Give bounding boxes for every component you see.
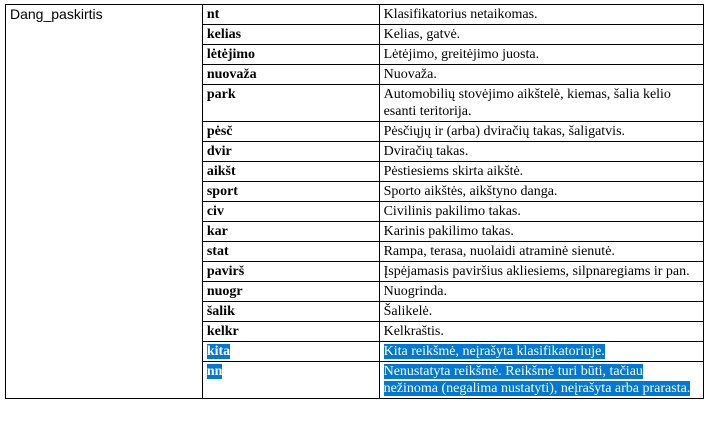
description-cell [379, 162, 703, 182]
description-value: Dviračių takas. [383, 144, 469, 159]
code-value: nt [206, 7, 220, 22]
code-cell [202, 302, 379, 322]
code-cell [202, 222, 379, 242]
description-value: Automobilių stovėjimo aikštelė, kiemas, šalia kelio esanti teritorija. [383, 87, 671, 119]
code-cell [202, 122, 379, 142]
description-cell [379, 122, 703, 142]
code-cell [202, 282, 379, 302]
description-cell [379, 142, 703, 162]
table-row [6, 5, 704, 25]
description-value: Nuovaža. [383, 67, 437, 82]
description-cell [379, 222, 703, 242]
description-cell [379, 202, 703, 222]
code-value: dvir [206, 144, 232, 159]
description-value: Karinis pakilimo takas. [383, 224, 514, 239]
code-value: pavirš [206, 264, 245, 279]
description-cell [379, 242, 703, 262]
description-cell [379, 5, 703, 25]
code-value: šalik [206, 304, 235, 319]
description-cell [379, 342, 703, 362]
code-cell [202, 202, 379, 222]
code-cell [202, 142, 379, 162]
description-value: Kelias, gatvė. [383, 27, 461, 42]
description-value: Pėstiesiems skirta aikštė. [383, 164, 524, 179]
description-cell [379, 262, 703, 282]
classifier-table-body [6, 5, 704, 399]
code-value: civ [206, 204, 224, 219]
code-value: kelias [206, 27, 242, 42]
code-cell [202, 162, 379, 182]
description-value: Lėtėjimo, greitėjimo juosta. [383, 47, 540, 62]
code-value: kita [206, 344, 231, 359]
code-value: pėsč [206, 124, 233, 139]
code-value: aikšt [206, 164, 236, 179]
code-value: sport [206, 184, 238, 199]
code-cell [202, 45, 379, 65]
code-cell [202, 342, 379, 362]
code-value: stat [206, 244, 229, 259]
field-name: Dang_paskirtis [10, 6, 103, 22]
description-cell [379, 65, 703, 85]
description-value: Įspėjamasis paviršius akliesiems, silpnaregiams ir pan. [383, 264, 690, 279]
description-value: Sporto aikštės, aikštyno danga. [383, 184, 558, 199]
code-value: lėtėjimo [206, 47, 256, 62]
code-value: park [206, 87, 236, 102]
description-value: Pėsčiųjų ir (arba) dviračių takas, šaligatvis. [383, 124, 626, 139]
code-cell [202, 242, 379, 262]
description-value: Klasifikatorius netaikomas. [383, 7, 538, 22]
code-cell [202, 85, 379, 122]
description-value: Nuogrinda. [383, 284, 447, 299]
code-cell [202, 5, 379, 25]
code-cell [202, 262, 379, 282]
description-cell [379, 25, 703, 45]
description-cell [379, 85, 703, 122]
field-name-cell [6, 5, 203, 399]
code-cell [202, 65, 379, 85]
description-value: Civilinis pakilimo takas. [383, 204, 521, 219]
description-cell [379, 45, 703, 65]
code-value: kar [206, 224, 228, 239]
description-cell [379, 322, 703, 342]
code-value: kelkr [206, 324, 239, 339]
description-cell [379, 362, 703, 399]
code-cell [202, 182, 379, 202]
code-cell [202, 25, 379, 45]
description-value: Šalikelė. [383, 304, 433, 319]
code-value: nn [206, 364, 223, 379]
description-cell [379, 282, 703, 302]
classifier-table [5, 4, 704, 399]
code-value: nuogr [206, 284, 243, 299]
description-value: Rampa, terasa, nuolaidi atraminė sienutė. [383, 244, 615, 259]
description-value: Kelkraštis. [383, 324, 444, 339]
code-value: nuovaža [206, 67, 257, 82]
code-cell [202, 322, 379, 342]
code-cell [202, 362, 379, 399]
description-value: Kita reikšmė, neįrašyta klasifikatoriuje. [383, 344, 605, 359]
description-cell [379, 182, 703, 202]
description-cell [379, 302, 703, 322]
description-value: Nenustatyta reikšmė. Reikšmė turi būti, tačiau nežinoma (negalima nustatyti), neįrašyta arba prarasta. [383, 364, 691, 396]
